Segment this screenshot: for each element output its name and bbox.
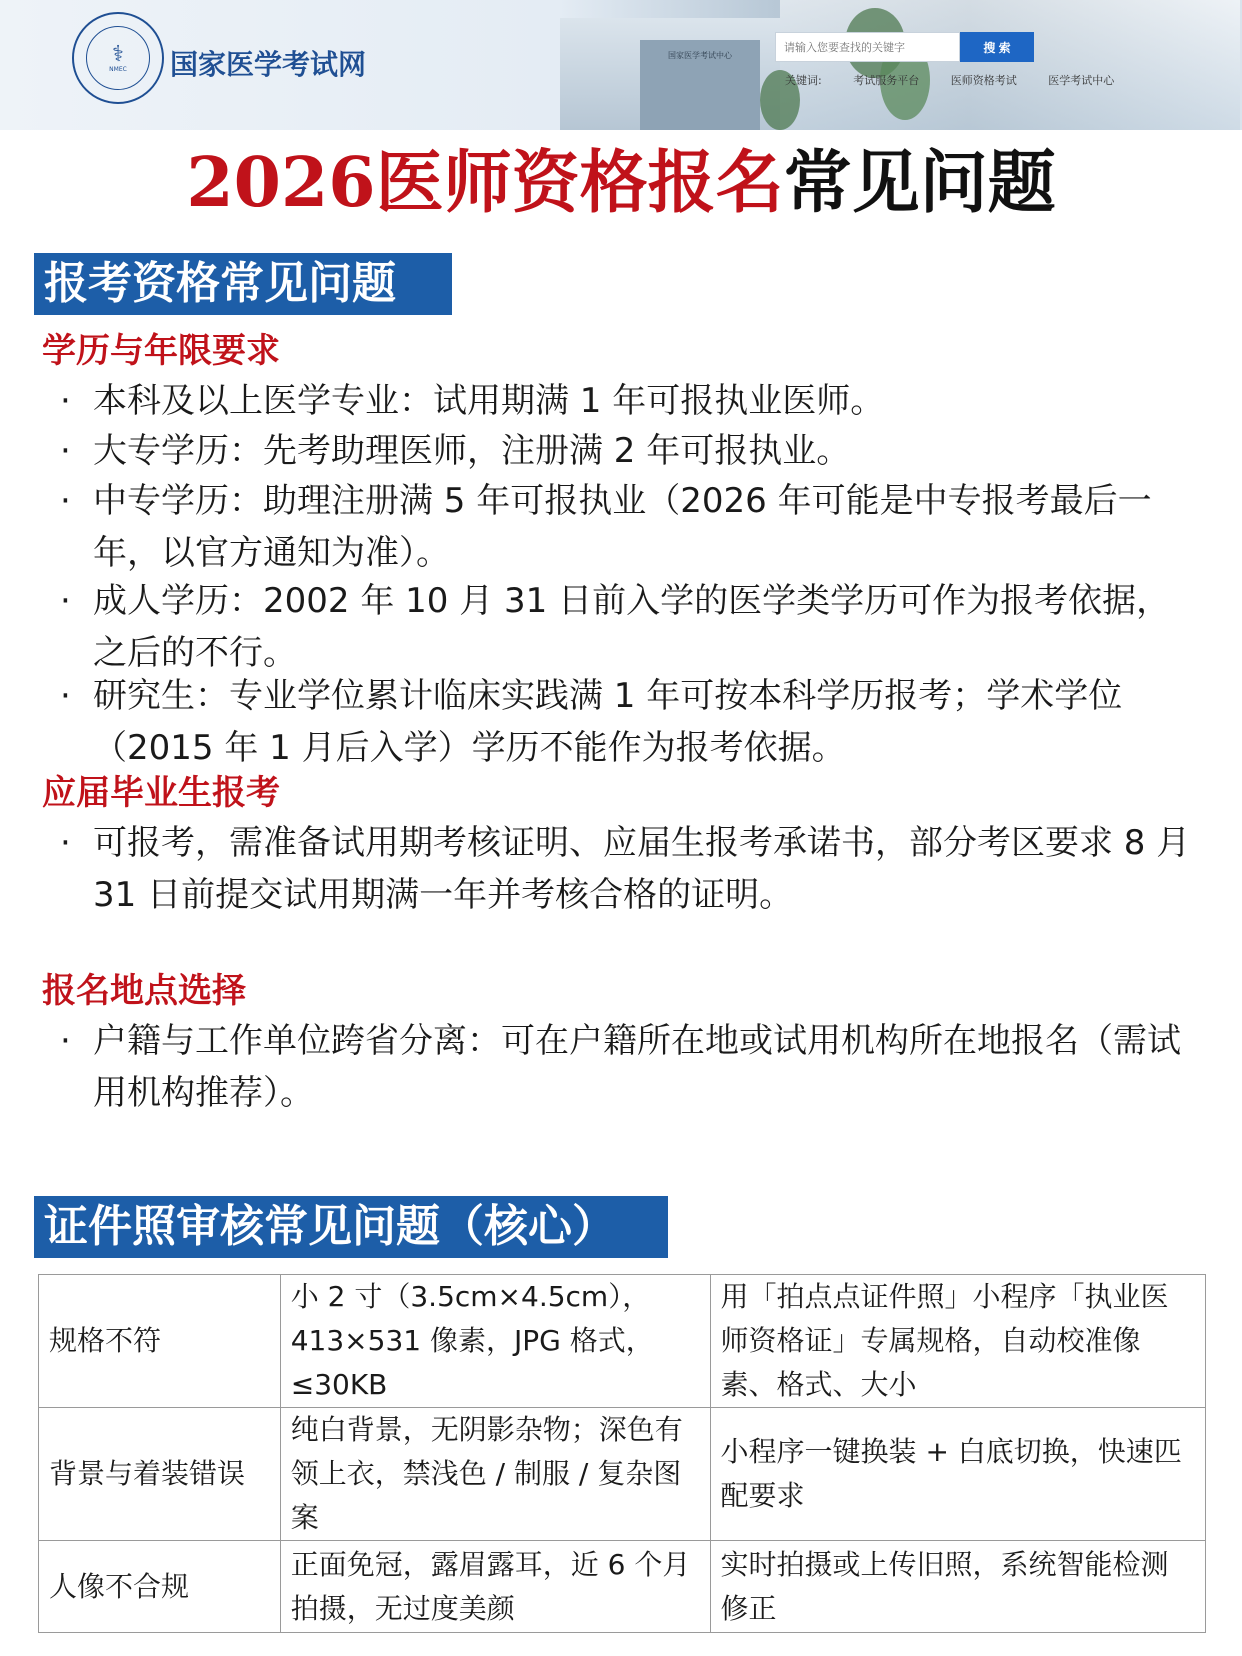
photo-requirements-table	[38, 1274, 1206, 1633]
subheading-education: 学历与年限要求	[42, 331, 280, 371]
table-cell-solution: 实时拍摄或上传旧照，系统智能检测修正	[710, 1541, 1205, 1633]
list-item: · 大专学历：先考助理医师，注册满 2 年可报执业。	[60, 431, 851, 471]
site-name[interactable]: 国家医学考试网	[170, 48, 367, 81]
banner-backdrop	[780, 0, 1240, 130]
table-cell-solution: 小程序一键换装 + 白底切换，快速匹配要求	[710, 1408, 1205, 1541]
table-cell-issue: 人像不合规	[39, 1541, 281, 1633]
section-heading-photo-review: 证件照审核常见问题（核心）	[34, 1196, 668, 1258]
table-cell-issue: 背景与着装错误	[39, 1408, 281, 1541]
table-cell-requirement: 纯白背景，无阴影杂物；深色有领上衣，禁浅色 / 制服 / 复杂图案	[280, 1408, 710, 1541]
subheading-graduates: 应届毕业生报考	[42, 773, 280, 813]
keyword-link[interactable]: 考试服务平台	[853, 74, 920, 87]
header-banner	[0, 0, 1242, 130]
emblem-text: NMEC	[109, 65, 127, 73]
keywords-bar	[785, 72, 1142, 88]
table-cell-requirement: 小 2 寸（3.5cm×4.5cm），413×531 像素，JPG 格式，≤30KB	[280, 1275, 710, 1408]
page-title-black: 常见问题	[783, 143, 1056, 223]
keywords-label: 关键词:	[785, 74, 822, 87]
page-title-red: 2026医师资格报名	[186, 143, 784, 223]
table-cell-requirement: 正面免冠，露眉露耳，近 6 个月拍摄，无过度美颜	[280, 1541, 710, 1633]
table-cell-issue: 规格不符	[39, 1275, 281, 1408]
subheading-location: 报名地点选择	[42, 971, 246, 1011]
keyword-link[interactable]: 医学考试中心	[1048, 74, 1115, 87]
list-item: · 可报考，需准备试用期考核证明、应届生报考承诺书，部分考区要求 8 月 31 日前提交试用期满一年并考核合格的证明。	[60, 823, 1191, 915]
search-button[interactable]: 搜 索	[960, 32, 1034, 62]
list-item: · 户籍与工作单位跨省分离：可在户籍所在地或试用机构所在地报名（需试用机构推荐）。	[60, 1021, 1181, 1113]
caduceus-icon: ⚕	[112, 41, 124, 67]
table-cell-solution: 用「拍点点证件照」小程序「执业医师资格证」专属规格，自动校准像素、格式、大小	[710, 1275, 1205, 1408]
keyword-link[interactable]: 医师资格考试	[950, 74, 1017, 87]
search-input[interactable]	[775, 32, 960, 62]
list-item: · 中专学历：助理注册满 5 年可报执业（2026 年可能是中专报考最后一年，以官方通知为准）。	[60, 481, 1152, 573]
logo-emblem-icon[interactable]	[72, 12, 164, 104]
section-heading-eligibility: 报考资格常见问题	[34, 253, 452, 315]
list-item: · 研究生：专业学位累计临床实践满 1 年可按本科学历报考；学术学位（2015 年 1 月后入学）学历不能作为报考依据。	[60, 676, 1123, 768]
table-row	[39, 1541, 1206, 1633]
table-row	[39, 1275, 1206, 1408]
page-title	[0, 138, 1242, 228]
list-item: · 本科及以上医学专业：试用期满 1 年可报执业医师。	[60, 381, 885, 421]
building-sign: 国家医学考试中心	[668, 51, 732, 60]
table-row	[39, 1408, 1206, 1541]
list-item: · 成人学历：2002 年 10 月 31 日前入学的医学类学历可作为报考依据，之后的不行。	[60, 581, 1171, 673]
